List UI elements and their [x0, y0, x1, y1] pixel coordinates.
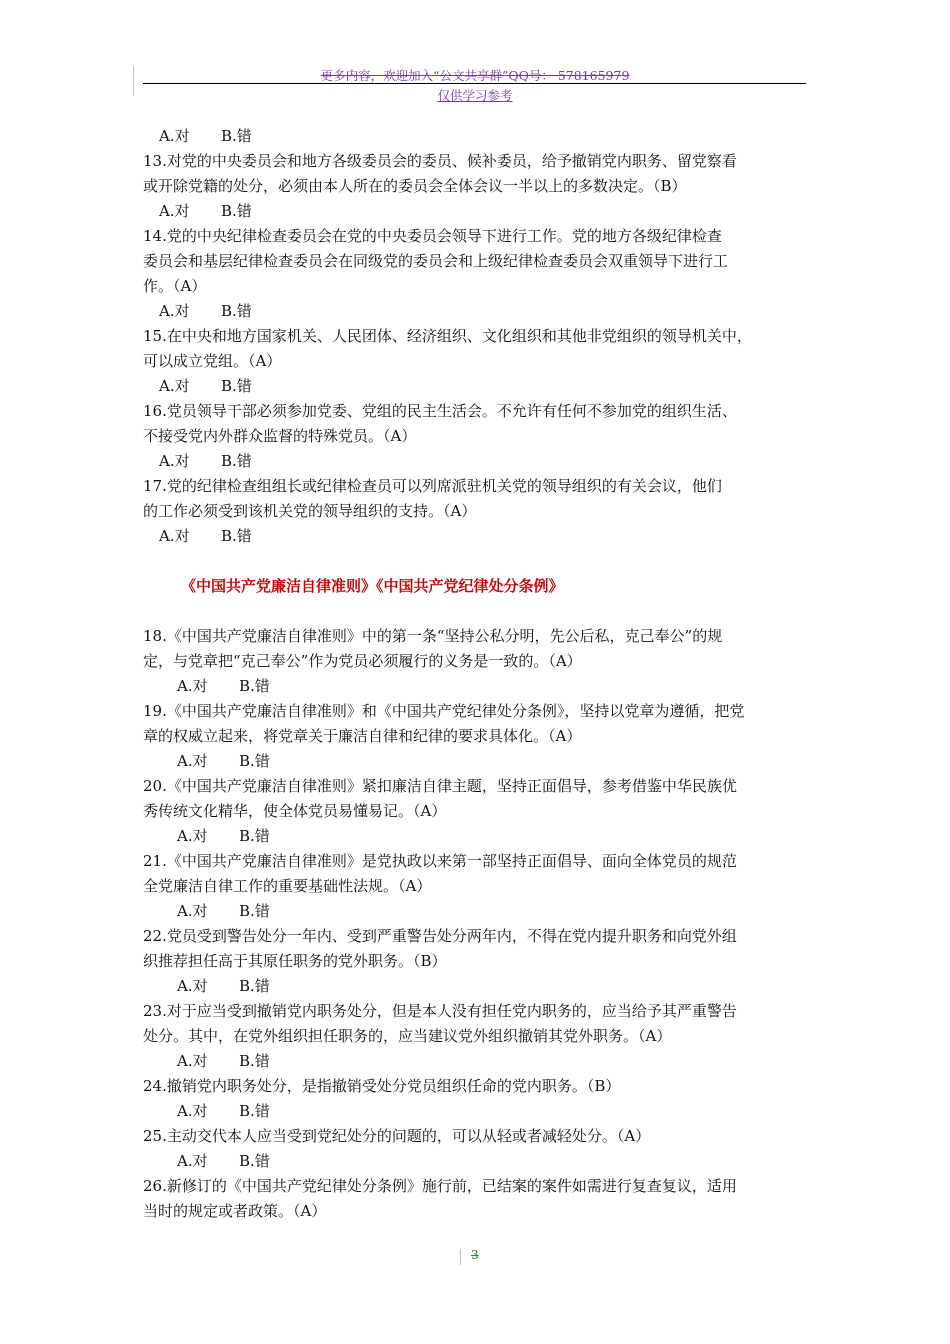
- question-line: 不接受党内外群众监督的特殊党员。（A）: [143, 427, 417, 445]
- question-line: 或开除党籍的处分，必须由本人所在的委员会全体会议一半以上的多数决定。（B）: [143, 177, 687, 195]
- option-a: A.对: [177, 752, 208, 770]
- option-a: A.对: [177, 977, 208, 995]
- question-line: 18.《中国共产党廉洁自律准则》中的第一条“坚持公私分明，先公后私，克己奉公”的规: [143, 627, 723, 645]
- question-line: 25.主动交代本人应当受到党纪处分的问题的，可以从轻或者减轻处分。（A）: [143, 1127, 651, 1145]
- option-a: A.对: [177, 1052, 208, 1070]
- question-line: 秀传统文化精华，使全体党员易懂易记。（A）: [143, 802, 447, 820]
- answer-options: [143, 824, 808, 849]
- answer-options: [143, 199, 808, 224]
- option-b: B.错: [239, 752, 270, 770]
- question-line: 可以成立党组。（A）: [143, 352, 282, 370]
- answer-options: [143, 674, 808, 699]
- answer-options: [143, 124, 808, 149]
- option-b: B.错: [221, 202, 252, 220]
- question-line: 处分。其中，在党外组织担任职务的，应当建议党外组织撤销其党外职务。（A）: [143, 1027, 672, 1045]
- answer-options: [143, 524, 808, 549]
- question-line: 织推荐担任高于其原任职务的党外职务。（B）: [143, 952, 447, 970]
- question-line: 21.《中国共产党廉洁自律准则》是党执政以来第一部坚持正面倡导、面向全体党员的规范: [143, 852, 737, 870]
- question-line: 16.党员领导干部必须参加党委、党组的民主生活会。不允许有任何不参加党的组织生活、: [143, 402, 737, 420]
- option-a: A.对: [159, 127, 190, 145]
- answer-options: [143, 299, 808, 324]
- option-a: A.对: [159, 377, 190, 395]
- question-line: 15.在中央和地方国家机关、人民团体、经济组织、文化组织和其他非党组织的领导机关中，: [143, 327, 752, 345]
- answer-options: [143, 374, 808, 399]
- option-b: B.错: [239, 1102, 270, 1120]
- option-a: A.对: [159, 452, 190, 470]
- option-b: B.错: [239, 677, 270, 695]
- question-line: 13.对党的中央委员会和地方各级委员会的委员、候补委员，给予撤销党内职务、留党察看: [143, 152, 737, 170]
- answer-options: [143, 449, 808, 474]
- option-a: A.对: [159, 302, 190, 320]
- question-line: 的工作必须受到该机关党的领导组织的支持。（A）: [143, 502, 477, 520]
- option-b: B.错: [221, 127, 252, 145]
- question-block-1: [143, 124, 808, 549]
- answer-options: [143, 899, 808, 924]
- question-line: 26.新修订的《中国共产党纪律处分条例》施行前，已结案的案件如需进行复查复议，适用: [143, 1177, 737, 1195]
- option-b: B.错: [239, 1152, 270, 1170]
- question-line: 19.《中国共产党廉洁自律准则》和《中国共产党纪律处分条例》，坚持以党章为遵循，把党: [143, 702, 745, 720]
- option-a: A.对: [159, 527, 190, 545]
- answer-options: [143, 1049, 808, 1074]
- question-line: 22.党员受到警告处分一年内、受到严重警告处分两年内，不得在党内提升职务和向党外组: [143, 927, 737, 945]
- question-line: 定，与党章把“克己奉公”作为党员必须履行的义务是一致的。（A）: [143, 652, 582, 670]
- option-b: B.错: [221, 452, 252, 470]
- question-line: 委员会和基层纪律检查委员会在同级党的委员会和上级纪律检查委员会双重领导下进行工: [143, 252, 729, 270]
- option-b: B.错: [239, 977, 270, 995]
- option-a: A.对: [159, 202, 190, 220]
- header-reference-note: 仅供学习参考: [437, 88, 513, 103]
- page-number: 3: [471, 1248, 479, 1262]
- answer-options: [143, 1099, 808, 1124]
- section-title: 《中国共产党廉洁自律准则》《中国共产党纪律处分条例》: [181, 577, 564, 595]
- question-line: 14.党的中央纪律检查委员会在党的中央委员会领导下进行工作。党的地方各级纪律检查: [143, 227, 722, 245]
- question-line: 20.《中国共产党廉洁自律准则》紧扣廉洁自律主题，坚持正面倡导，参考借鉴中华民族优: [143, 777, 737, 795]
- option-b: B.错: [221, 377, 252, 395]
- option-a: A.对: [177, 1152, 208, 1170]
- option-b: B.错: [221, 527, 252, 545]
- option-b: B.错: [239, 1052, 270, 1070]
- footer-divider: [460, 1249, 461, 1265]
- question-line: 23.对于应当受到撤销党内职务处分，但是本人没有担任党内职务的，应当给予其严重警告: [143, 1002, 737, 1020]
- option-a: A.对: [177, 1102, 208, 1120]
- option-b: B.错: [221, 302, 252, 320]
- question-line: 全党廉洁自律工作的重要基础性法规。（A）: [143, 877, 432, 895]
- question-block-2: [143, 624, 808, 1224]
- answer-options: [143, 974, 808, 999]
- question-line: 17.党的纪律检查组组长或纪律检查员可以列席派驻机关党的领导组织的有关会议，他们: [143, 477, 722, 495]
- question-line: 章的权威立起来，将党章关于廉洁自律和纪律的要求具体化。（A）: [143, 727, 582, 745]
- answer-options: [143, 749, 808, 774]
- document-body: [143, 124, 808, 1224]
- question-line: 当时的规定或者政策。（A）: [143, 1202, 327, 1220]
- option-b: B.错: [239, 902, 270, 920]
- header-promo-text: 更多内容，欢迎加入“公文共享群”QQ号： 578165979: [320, 68, 630, 83]
- option-b: B.错: [239, 827, 270, 845]
- option-a: A.对: [177, 902, 208, 920]
- question-line: 作。（A）: [143, 277, 207, 295]
- header-rule: [143, 83, 806, 84]
- option-a: A.对: [177, 677, 208, 695]
- question-line: 24.撤销党内职务处分，是指撤销受处分党员组织任命的党内职务。（B）: [143, 1077, 621, 1095]
- answer-options: [143, 1149, 808, 1174]
- option-a: A.对: [177, 827, 208, 845]
